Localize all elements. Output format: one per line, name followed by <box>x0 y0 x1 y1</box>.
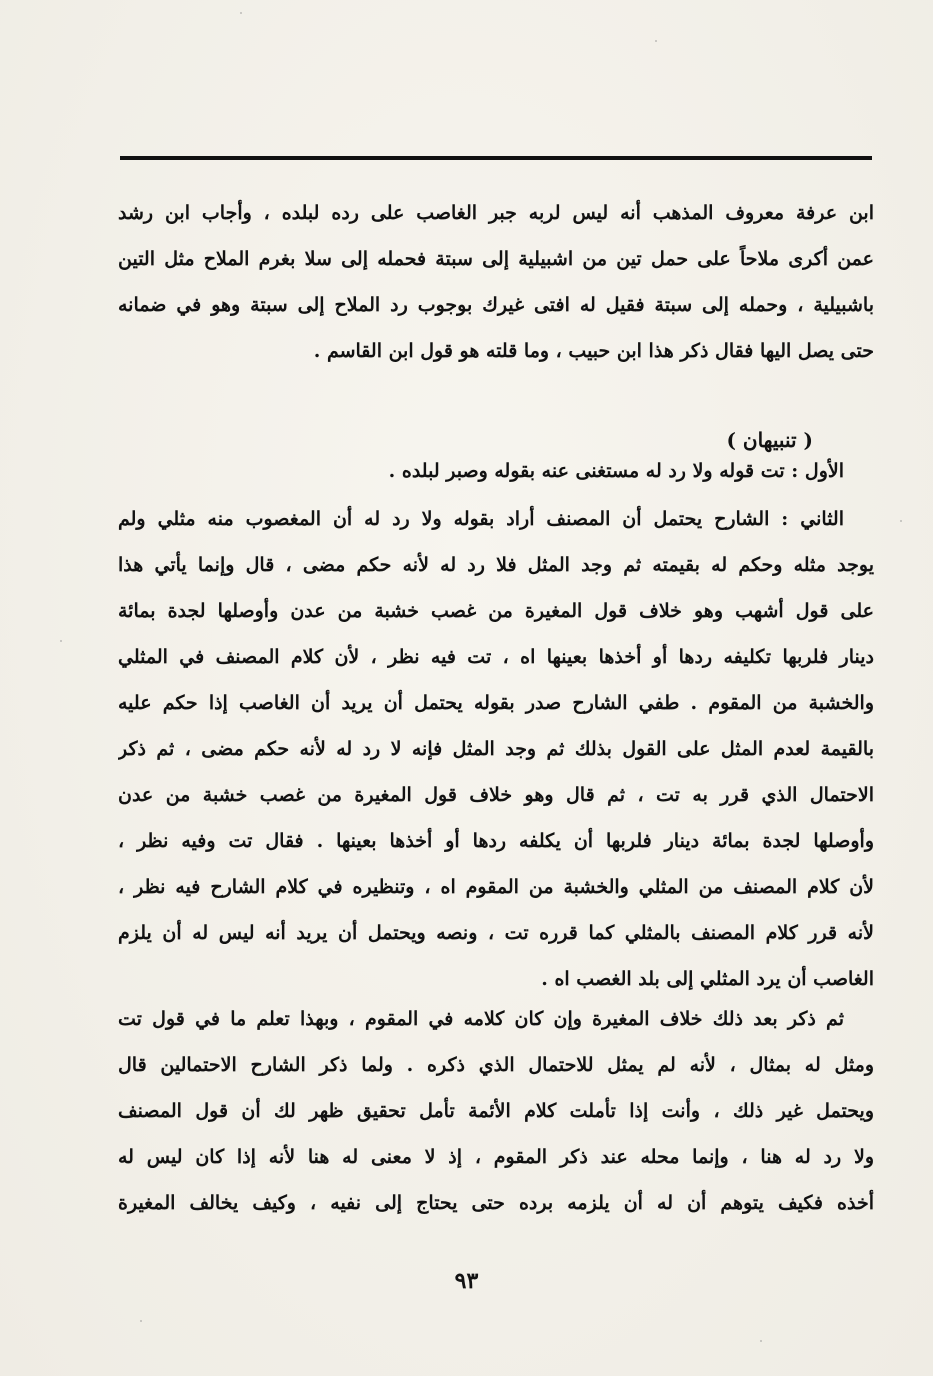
scan-speck <box>760 1340 762 1342</box>
paragraph-2 <box>118 496 874 1002</box>
text-line: الأول : تت قوله ولا رد له مستغنى عنه بقوله وصبر لبلده . <box>388 460 844 482</box>
tanbih-first <box>118 448 874 494</box>
text-line: على قول أشهب وهو خلاف قول المغيرة من غصب خشبة من عدن وأوصلها لجدة بمائة <box>118 600 874 622</box>
text-line: يوجد مثله وحكم له بقيمته ثم وجد المثل فلا رد له لأنه حكم مضى ، قال وإنما يأتي هذا <box>118 554 874 576</box>
top-rule <box>120 156 872 160</box>
text-line: ولا رد له هنا ، وإنما محله عند ذكر المقوم ، إذ لا معنى له هنا لأنه إذا كان ليس له <box>118 1146 874 1168</box>
text-line: عمن أكرى ملاحاً على حمل تين من اشبيلية إلى سبتة فحمله إلى سلا بغرم الملاح مثل التين <box>118 248 874 270</box>
text-line: الثاني : الشارح يحتمل أن المصنف أراد بقوله ولا رد له أن المغصوب منه مثلي ولم <box>118 508 844 530</box>
scan-speck <box>655 40 657 42</box>
scan-speck <box>140 1320 142 1322</box>
text-line: لأن كلام المصنف من المثلي والخشبة من المقوم اه ، وتنظيره في كلام الشارح فيه نظر ، <box>118 876 874 898</box>
text-line: لأنه قرر كلام المصنف بالمثلي كما قرره تت ، ونصه ويحتمل أن يريد أنه ليس له أن يلزم <box>118 922 874 944</box>
text-line: الاحتمال الذي قرر به تت ، ثم قال وهو خلاف قول المغيرة من غصب خشبة من عدن <box>118 784 874 806</box>
text-line: والخشبة من المقوم . طفي الشارح صدر بقوله يحتمل أن يريد أن الغاصب إذا حكم عليه <box>118 692 874 714</box>
text-line: بالقيمة لعدم المثل على القول بذلك ثم وجد المثل فإنه لا رد له لأنه حكم مضى ، ثم ذكر <box>118 738 874 760</box>
scan-speck <box>900 520 902 522</box>
paragraph-1 <box>118 190 874 374</box>
text-line: الغاصب أن يرد المثلي إلى بلد الغصب اه . <box>541 968 874 990</box>
text-line: حتى يصل اليها فقال ذكر هذا ابن حبيب ، وما قلته هو قول ابن القاسم . <box>313 340 874 362</box>
text-line: ثم ذكر بعد ذلك خلاف المغيرة وإن كان كلامه في المقوم ، وبهذا تعلم ما في قول تت <box>118 1008 844 1030</box>
text-line: وأوصلها لجدة بمائة دينار فلربها أن يكلفه ردها أو أخذها بعينها . فقال تت وفيه نظر ، <box>118 830 874 852</box>
page-number: ٩٣ <box>454 1268 479 1294</box>
scan-speck <box>60 640 62 642</box>
section-heading: ( تنبيهان ) <box>726 428 813 452</box>
text-line: أخذه فكيف يتوهم أن له أن يلزمه برده حتى يحتاج إلى نفيه ، وكيف يخالف المغيرة <box>118 1192 874 1214</box>
scan-speck <box>240 12 242 14</box>
text-line: ومثل له بمثال ، لأنه لم يمثل للاحتمال الذي ذكره . ولما ذكر الشارح الاحتمالين قال <box>118 1054 874 1076</box>
text-line: دينار فلربها تكليفه ردها أو أخذها بعينها اه ، تت فيه نظر ، لأن كلام المصنف في المثلي <box>118 646 874 668</box>
text-line: ويحتمل غير ذلك ، وأنت إذا تأملت كلام الأئمة تأمل تحقيق ظهر لك أن قول المصنف <box>118 1100 874 1122</box>
text-line: باشبيلية ، وحمله إلى سبتة فقيل له افتى غيرك بوجوب رد الملاح إلى سبتة وهو في ضمانه <box>118 294 874 316</box>
paragraph-3 <box>118 996 874 1226</box>
text-line: ابن عرفة معروف المذهب أنه ليس لربه جبر الغاصب على رده لبلده ، وأجاب ابن رشد <box>118 202 874 224</box>
